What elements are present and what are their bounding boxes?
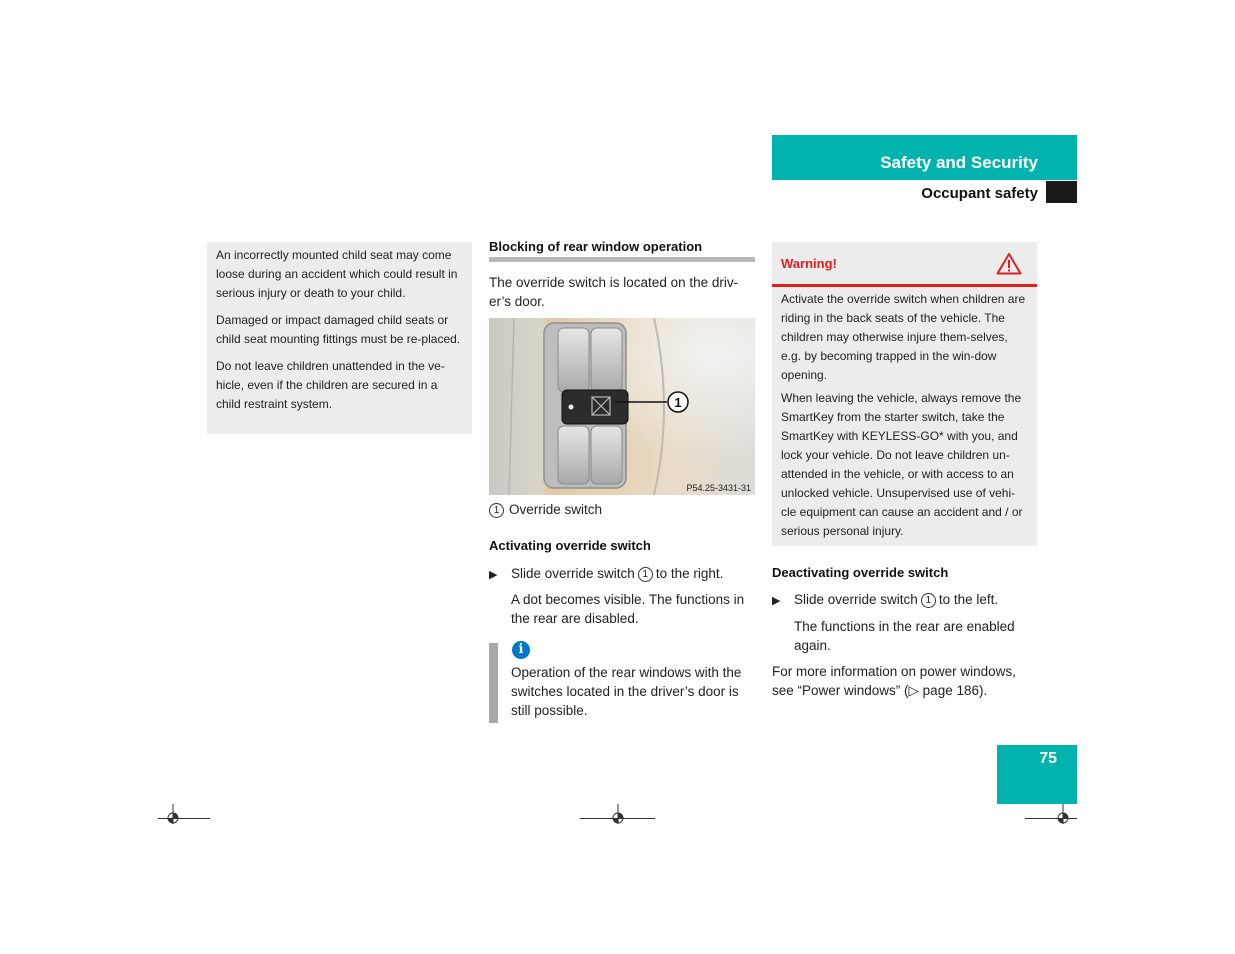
activate-step: ▶ Slide override switch 1 to the right.	[489, 564, 755, 585]
deactivate-step: ▶ Slide override switch 1 to the left.	[772, 590, 1038, 611]
callout-circle: 1	[489, 503, 504, 518]
warning-triangle-icon	[996, 252, 1022, 275]
note-paragraph: Damaged or impact damaged child seats or child seat mounting fittings must be re-placed.	[216, 313, 461, 346]
info-icon: i	[512, 641, 530, 659]
caption-text: Override switch	[509, 502, 603, 517]
note-paragraph: Do not leave children unattended in the ve-hicle, even if the children are secured in a child restraint system.	[216, 359, 445, 411]
image-caption	[489, 500, 755, 519]
page-number: 75	[1039, 750, 1057, 767]
info-bar	[489, 643, 498, 723]
warning-paragraph: When leaving the vehicle, always remove the SmartKey from the starter switch, take the SmartKey with KEYLESS-GO* with you, and lock your vehicle. Do not leave children un-attended in the vehicle, or with access to an unlocked vehicle. Unsupervised use of vehi-cle equipment can cause an accident and / or serious personal injury.	[781, 391, 1023, 538]
more-info-text: For more information on power windows, see “Power windows” (▷ page 186).	[772, 664, 1016, 698]
deactivate-result: The functions in the rear are enabled again.	[794, 619, 1015, 653]
crop-target-icon	[1053, 804, 1073, 824]
note-paragraph: An incorrectly mounted child seat may come loose during an accident which could result in serious injury or death to your child.	[216, 248, 458, 300]
section-heading: Blocking of rear window operation	[489, 239, 755, 262]
callout-number: 1	[674, 395, 682, 410]
subsection-title: Occupant safety	[921, 185, 1038, 202]
child-seat-note-box	[207, 242, 472, 434]
crop-target-icon	[163, 804, 183, 824]
bullet-arrow-icon: ▶	[772, 595, 781, 607]
callout-circle: 1	[638, 567, 653, 582]
activate-result: A dot becomes visible. The functions in the rear are disabled.	[511, 592, 745, 626]
bullet-arrow-icon: ▶	[489, 569, 498, 581]
warning-paragraph: Activate the override switch when children are riding in the back seats of the vehicle. The children may otherwise injure them-selves, e.g. by becoming trapped in the win-dow opening.	[781, 292, 1026, 382]
callout-circle: 1	[921, 593, 936, 608]
crop-target-icon	[608, 804, 628, 824]
warning-header	[772, 242, 1037, 287]
section-title: Safety and Security	[880, 153, 1038, 172]
activating-heading: Activating override switch	[489, 538, 651, 553]
deactivating-heading: Deactivating override switch	[772, 565, 949, 580]
header-marker	[1046, 181, 1077, 203]
warning-box	[772, 242, 1037, 546]
warning-title: Warning!	[781, 256, 837, 271]
info-text: Operation of the rear windows with the switches located in the driver’s door is still possible.	[511, 665, 742, 718]
intro-text: The override switch is located on the driv-er’s door.	[489, 275, 739, 309]
image-code: P54.25-3431-31	[686, 483, 751, 493]
override-switch-photo	[489, 318, 755, 495]
